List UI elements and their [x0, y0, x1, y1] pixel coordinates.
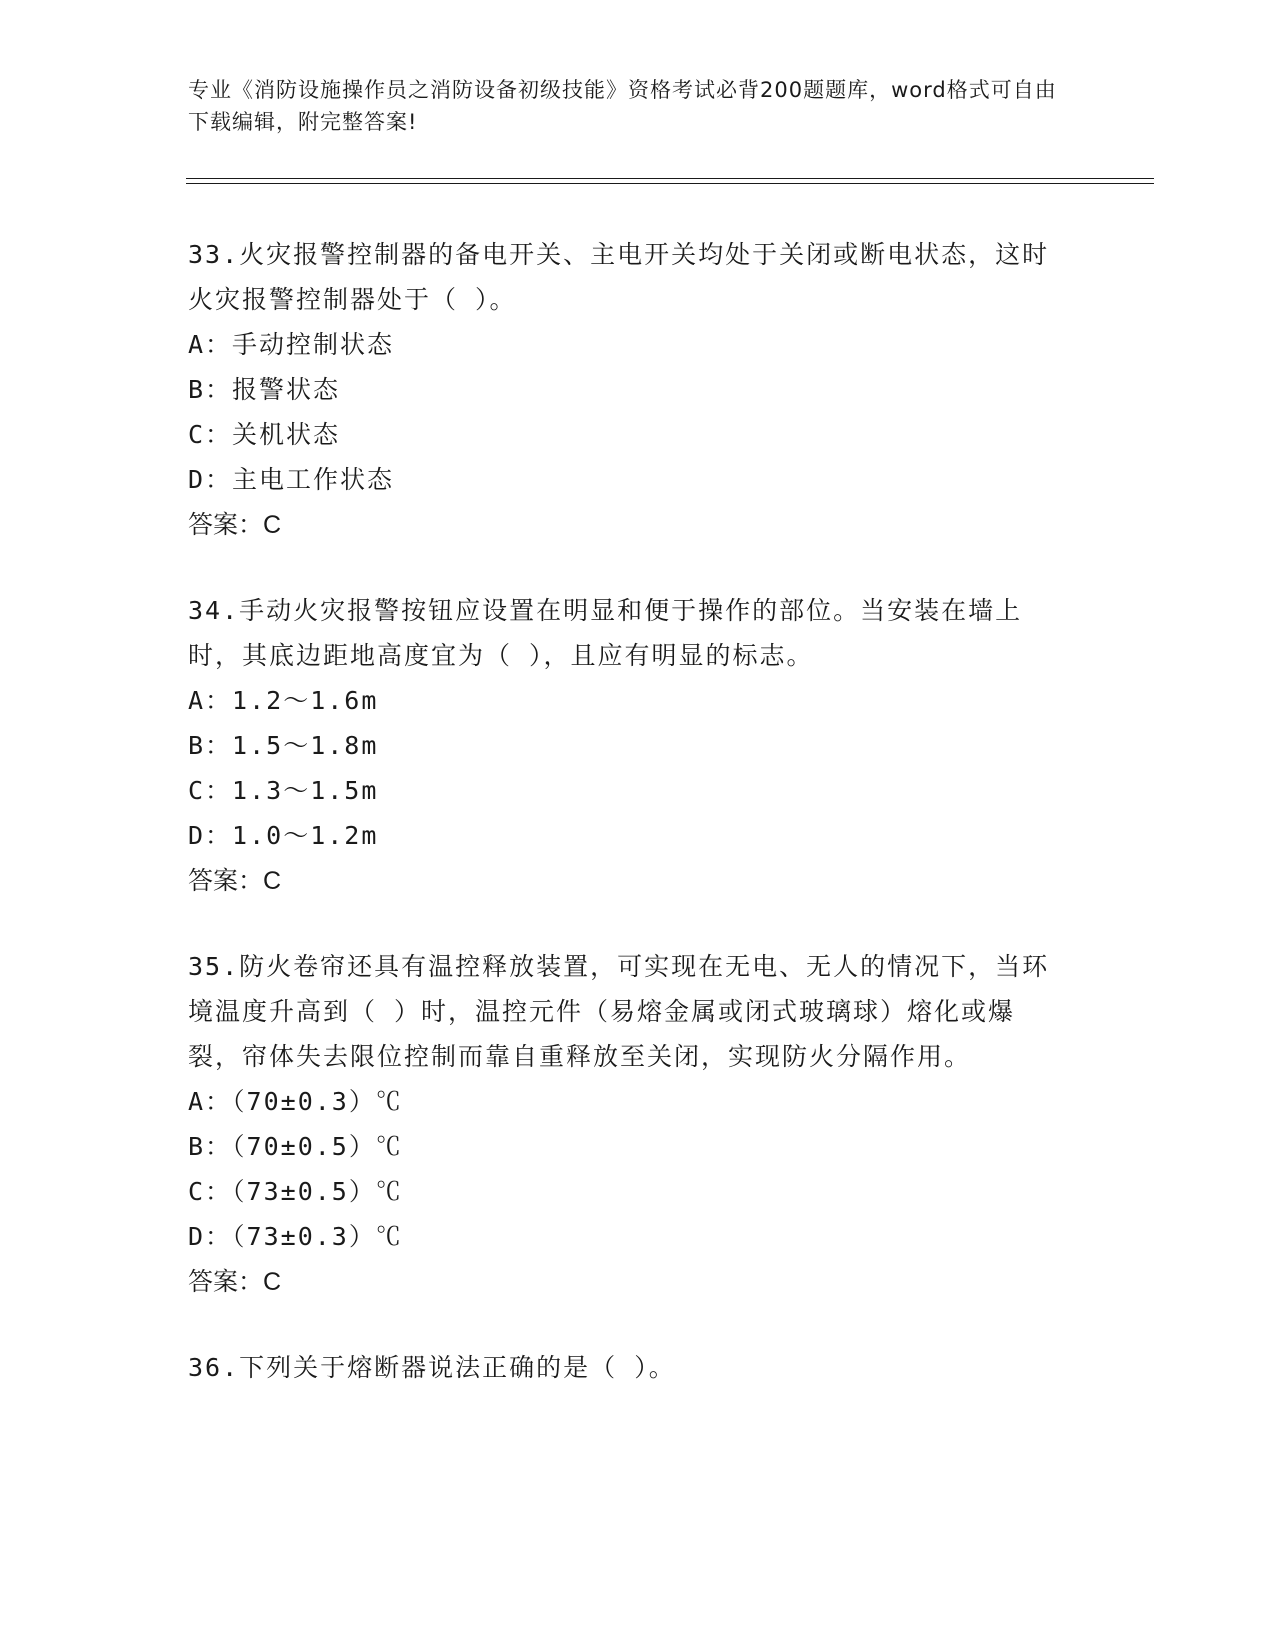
question-33 [188, 232, 1068, 548]
question-34 [188, 588, 1068, 904]
question-36 [188, 1345, 1068, 1390]
answer-value: C [263, 511, 282, 539]
option-d: D：主电工作状态 [188, 465, 395, 494]
option-c: C：（73±0.5）℃ [188, 1177, 403, 1206]
option-d: D：1.0～1.2m [188, 821, 379, 850]
answer-value: C [263, 1268, 282, 1296]
question-35 [188, 944, 1068, 1305]
question-list [188, 232, 1068, 1430]
answer-line [188, 858, 1068, 904]
question-stem: 35.防火卷帘还具有温控释放装置，可实现在无电、无人的情况下，当环境温度升高到（ ）时，温控元件（易熔金属或闭式玻璃球）熔化或爆裂，帘体失去限位控制而靠自重释放至关闭，实现防火分隔作用。 [188, 952, 1050, 1071]
answer-value: C [263, 867, 282, 895]
option-b: B：1.5～1.8m [188, 731, 379, 760]
question-stem: 33.火灾报警控制器的备电开关、主电开关均处于关闭或断电状态，这时火灾报警控制器处于（ ）。 [188, 240, 1050, 314]
answer-line [188, 502, 1068, 548]
answer-label: 答案： [188, 866, 264, 895]
option-a: A：1.2～1.6m [188, 686, 379, 715]
answer-label: 答案： [188, 1267, 264, 1296]
answer-label: 答案： [188, 510, 264, 539]
header-rule-top [186, 178, 1154, 179]
option-d: D：（73±0.3）℃ [188, 1222, 403, 1251]
answer-line [188, 1259, 1068, 1305]
option-a: A：手动控制状态 [188, 330, 395, 359]
question-stem: 34.手动火灾报警按钮应设置在明显和便于操作的部位。当安装在墙上时，其底边距地高度宜为（ ），且应有明显的标志。 [188, 596, 1023, 670]
question-stem: 36.下列关于熔断器说法正确的是（ ）。 [188, 1353, 676, 1382]
option-b: B：（70±0.5）℃ [188, 1132, 403, 1161]
option-c: C：1.3～1.5m [188, 776, 379, 805]
document-header: 专业《消防设施操作员之消防设备初级技能》资格考试必背200题题库，word格式可自由下载编辑，附完整答案! [188, 78, 1057, 134]
option-b: B：报警状态 [188, 375, 341, 404]
option-a: A：（70±0.3）℃ [188, 1087, 403, 1116]
option-c: C：关机状态 [188, 420, 341, 449]
header-rule-bottom [186, 183, 1154, 184]
